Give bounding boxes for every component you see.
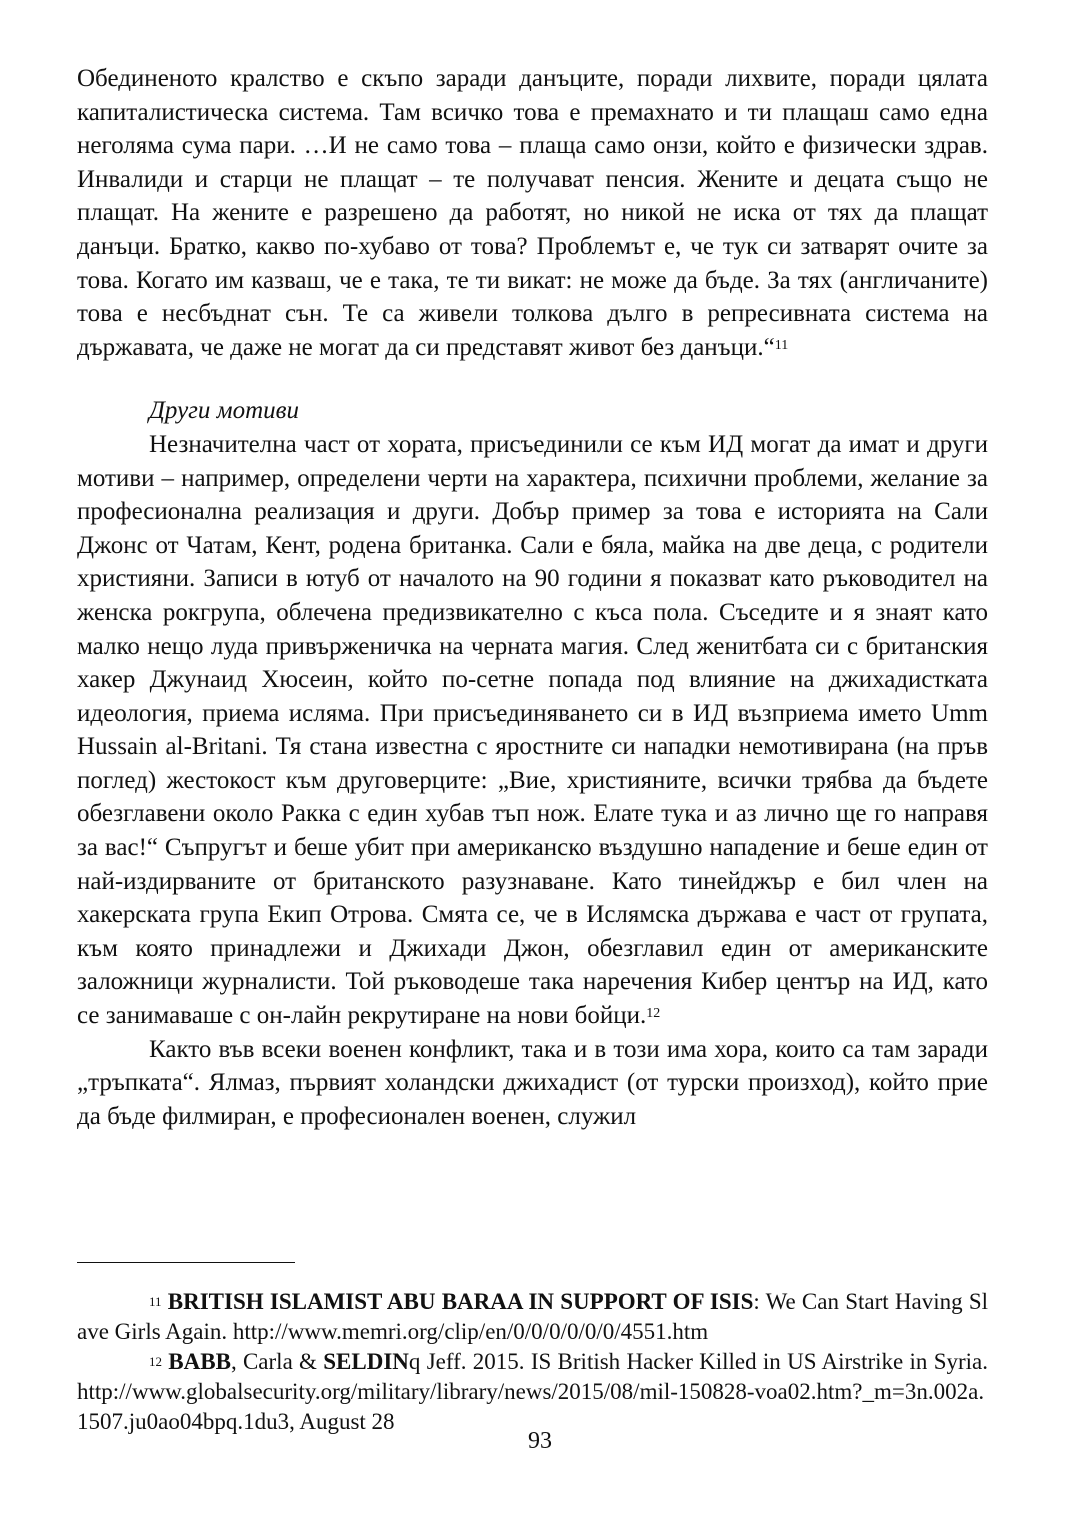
footnote-text: q Jeff. 2015. IS British Hacker Killed in US Airstrike in Syria. http://www.globalsecurity.org/military/library/news/2015/08/mil-150828-voa02.htm?_m=3n.002a.1507.ju0ao04bpq.1du3, August 28 [77,1349,989,1434]
footnote-12 [77,1347,988,1437]
paragraph-text: Обединеното кралство е скъпо заради данъците, поради лихвите, поради цялата капиталистическа система. Там всичко това е премахнато и ти плащаш само една неголяма сума пари. …И не само това – плаща само онзи, който е физически здрав. Инвалиди и старци не плащат – те получават пенсия. Жените и децата също не плащат. На жените е разрешено да работят, но никой не иска от тях да плащат данъци. Братко, какво по-хубаво от това? Проблемът е, че тук си затварят очите за това. Когато им казваш, че е така, те ти викат: не може да бъде. За тях (англичаните) това е несбъднат сън. Те са живели толкова дълго в репресивната система на държавата, че даже не могат да си представят живот без данъци.“ [77,65,988,361]
footnote-author-1: BABB [168,1349,231,1374]
section-subheading: Други мотиви [149,397,300,425]
footnote-author-2: SELDIN [323,1349,409,1374]
footnote-separator [77,1262,295,1263]
footnote-bold-title: BRITISH ISLAMIST ABU BARAA IN SUPPORT OF ISIS [167,1289,754,1314]
paragraph-thrill: Както във всеки военен конфликт, така и в този има хора, които са там заради „тръпката“. Ялмаз, първият холандски джихадист (от турски произход), който прие да бъде филмиран, е професионален военен, служил [77,1035,988,1130]
paragraph-text: Незначителна част от хората, присъединили се към ИД могат да имат и други мотиви – например, определени черти на характера, психични проблеми, желание за професионална реализация и други. Добър пример за това е историята на Сали Джонс от Чатам, Кент, родена британка. Сали е бяла, майка на две деца, с родители християни. Записи в ютуб от началото на 90 години я показват като ръководител на женска рокгрупа, облечена предизвикателно с къса пола. Съседите и я знаят като малко нещо луда привърженичка на черната магия. След женитбата си с британския хакер Джунаид Хюсеин, който по-сетне попада под влияние на джихадистката идеология, приема исляма. При присъединяването си в ИД възприема името Umm Hussain al-Britani. Тя стана известна с яростните си нападки немотивирана (на пръв поглед) жестокост към друговерците: „Вие, християните, всички трябва да бъдете обезглавени около Ракка с един хубав тъп нож. Елате тука и аз лично ще го направя за вас!“ Съпругът и беше убит при американско въздушно нападение и беше един от най-издирваните от британското разузнаване. Като тинейджър е бил член на хакерската група Екип Отрова. Смята се, че в Ислямска държава е част от групата, към която принадлежи и Джихади Джон, обезглавил един от американските заложници журналисти. Той ръководеше така наречения Кибер център на ИД, като се занимаваше с он-лайн рекрутиране на нови бойци. [77,430,988,1030]
footnotes [77,1287,988,1437]
paragraph-quote-end [77,62,988,364]
page-number: 93 [528,1428,552,1454]
footnote-ref-11[interactable]: 11 [774,337,789,353]
footnote-number: 12 [149,1354,162,1369]
footnote-text: : We Can Start Having Slave Girls Again. http://www.memri.org/clip/en/0/0/0/0/0/0/4551.htm [77,1289,989,1344]
page-body [77,62,988,1133]
footnote-author-1-name: , Carla & [230,1349,324,1374]
footnote-ref-12[interactable]: 12 [646,1006,661,1022]
footnote-number: 11 [149,1294,162,1309]
paragraph-sally-jones [77,428,988,1033]
footnote-11 [77,1287,988,1347]
section-gap [77,364,988,394]
